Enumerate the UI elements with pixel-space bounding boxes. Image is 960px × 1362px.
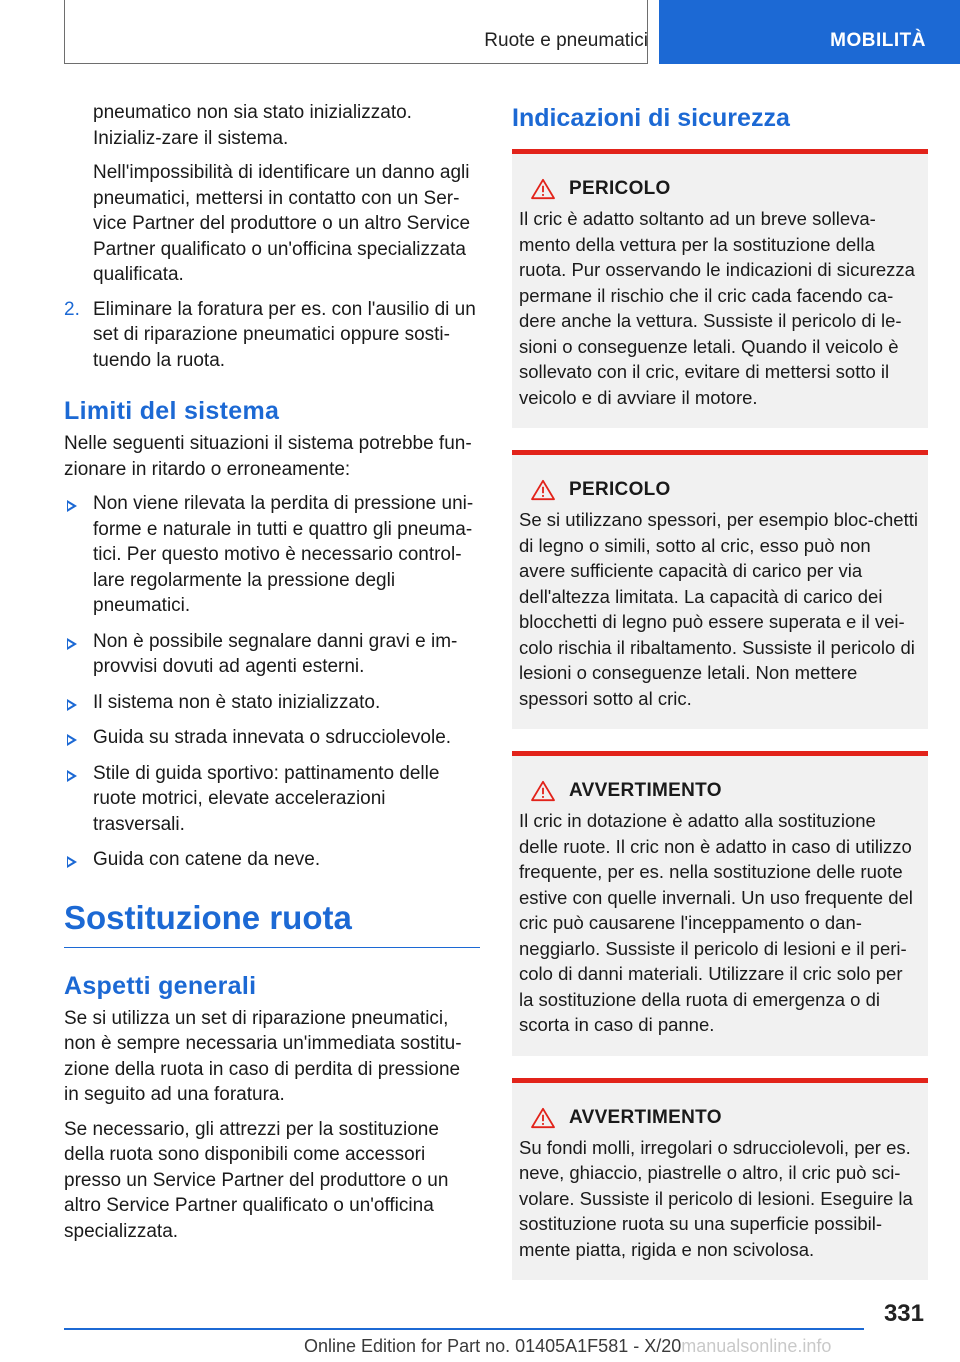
- list-item: Non viene rilevata la perdita di pressione uni-forme e naturale in tutti e quattro gli pneuma-tici. Per questo motivo è necessario control-lare regolarmente la pressione degli pneumatici.: [64, 491, 480, 619]
- page-number: 331: [883, 1300, 924, 1327]
- general-aspects-heading: Aspetti generali: [64, 971, 257, 1000]
- general-paragraph-1: Se si utilizza un set di riparazione pneumatici, non è sempre necessaria un'immediata sostitu-zione della ruota in caso di perdita di pressione in seguito ad una foratura.: [64, 1007, 462, 1105]
- warning-text: Il cric in dotazione è adatto alla sostituzione delle ruote. Il cric non è adatto in caso di utilizzo frequente, per es. nella sostituzione delle ruote estive con quelle invernali. Un uso frequente del cric può causarene l'inceppamento o dan-neggiarlo. Sussiste il pericolo di lesioni e il peri-colo di danni materiali. Utilizzare il cric solo per la sostituzione della ruota di emergenza o di scorta in caso di panne.: [519, 810, 913, 1035]
- left-column: [64, 100, 480, 1244]
- header-section-title: Ruote e pneumatici: [484, 30, 648, 51]
- warning-triangle-icon: [529, 1107, 557, 1129]
- triangle-bullet-icon: [67, 770, 77, 782]
- warning-label: PERICOLO: [569, 479, 671, 500]
- step-number: 2.: [64, 298, 80, 320]
- footer-edition: [304, 1336, 831, 1357]
- limits-intro: Nelle seguenti situazioni il sistema potrebbe fun-zionare in ritardo o erroneamente:: [64, 433, 472, 480]
- wheel-change-title: Sostituzione ruota: [64, 899, 480, 948]
- warning-text: Il cric è adatto soltanto ad un breve solleva-mento della vettura per la sostituzione della ruota. Pur osservando le indicazioni di sicurezza permane il rischio che il cric cada facendo ca-dere anche la vettura. Sussiste il pericolo di le-sioni o conseguenze letali. Quando il veicolo è sollevato con il cric, evitare di mettersi sotto il veicolo e di avviare il motore.: [519, 208, 915, 408]
- list-item: Guida su strada innevata o sdrucciolevole.: [64, 725, 480, 751]
- warning-box: [512, 1078, 928, 1281]
- warning-box: [512, 149, 928, 428]
- warning-text: Se si utilizzano spessori, per esempio bloc-chetti di legno o simili, sotto al cric, esso può non avere sufficiente capacità di carico per via dell'altezza limitata. La capacità di carico dei blocchetti di legno può essere superata e il vei-colo rischia il ribaltamento. Sussiste il pericolo di lesioni o conseguenze letali. Non mettere spessori sotto al cric.: [519, 509, 918, 709]
- triangle-bullet-icon: [67, 856, 77, 868]
- triangle-bullet-icon: [67, 638, 77, 650]
- triangle-bullet-icon: [67, 699, 77, 711]
- warning-label: PERICOLO: [569, 178, 671, 199]
- warning-label: AVVERTIMENTO: [569, 1106, 722, 1128]
- step-2: [64, 297, 480, 374]
- warning-triangle-icon: [529, 178, 557, 200]
- triangle-bullet-icon: [67, 734, 77, 746]
- continued-paragraph-1: pneumatico non sia stato inizializzato. Inizializ-zare il sistema.: [93, 102, 412, 149]
- header-chapter-title: MOBILITÀ: [830, 30, 926, 51]
- warning-box: [512, 751, 928, 1056]
- header-chapter-tab: [659, 0, 960, 64]
- step-text: Eliminare la foratura per es. con l'ausilio di un set di riparazione pneumatici oppure sosti-tuendo la ruota.: [93, 298, 476, 371]
- footer-rule: [64, 1328, 864, 1330]
- list-item: Il sistema non è stato inizializzato.: [64, 690, 480, 716]
- list-item: Guida con catene da neve.: [64, 847, 480, 873]
- warning-text: Su fondi molli, irregolari o sdrucciolevoli, per es. neve, ghiaccio, piastrelle o altro, il cric può sci-volare. Sussiste il pericolo di lesioni. Eseguire la sostituzione ruota su una superficie possibil-mente piatta, rigida e non scivolosa.: [519, 1136, 913, 1260]
- safety-heading: Indicazioni di sicurezza: [512, 104, 790, 132]
- continued-paragraph-2: Nell'impossibilità di identificare un danno agli pneumatici, mettersi in contatto con un Ser-vice Partner del produttore o un altro Service Partner qualificato o un'officina specializzata qualificata.: [93, 162, 471, 285]
- triangle-bullet-icon: [67, 500, 77, 512]
- limits-heading: Limiti del sistema: [64, 397, 280, 425]
- list-item: Non è possibile segnalare danni gravi e im-provvisi dovuti ad agenti esterni.: [64, 629, 480, 680]
- warning-box: [512, 450, 928, 729]
- footer-watermark: manualsonline.info: [681, 1336, 832, 1356]
- warning-triangle-icon: [529, 780, 557, 802]
- right-column: [512, 100, 928, 1302]
- footer-edition-text: Online Edition for Part no. 01405A1F581 - X/20: [304, 1336, 682, 1356]
- warning-label: AVVERTIMENTO: [569, 780, 722, 801]
- general-paragraph-2: Se necessario, gli attrezzi per la sostituzione della ruota sono disponibili come accessori presso un Service Partner del produttore o un altro Service Partner qualificato o un'officina specializzata.: [64, 1118, 449, 1242]
- list-item: Stile di guida sportivo: pattinamento delle ruote motrici, elevate accelerazioni trasversali.: [64, 761, 480, 838]
- warning-triangle-icon: [529, 479, 557, 501]
